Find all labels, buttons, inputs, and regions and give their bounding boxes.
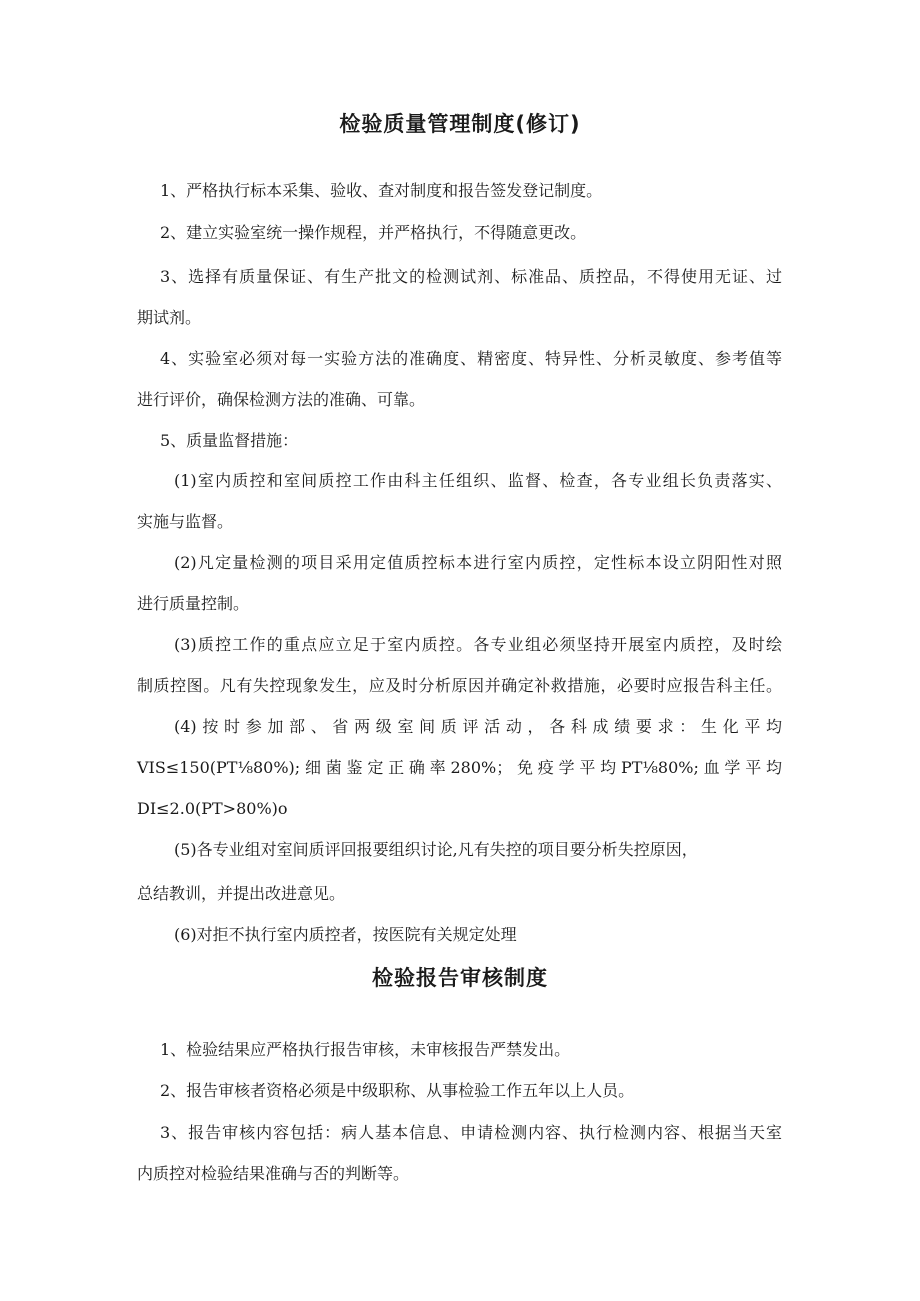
measure-5-line-1: (5)各专业组对室间质评回报要组织讨论,凡有失控的项目要分析失控原因， [174, 840, 698, 859]
review-clause-3-line-2: 内质控对检验结果准确与否的判断等。 [137, 1164, 410, 1183]
measure-2-line-1: (2)凡定量检测的项目采用定值质控标本进行室内质控，定性标本设立阴阳性对照 [174, 553, 782, 572]
measure-1-line-2: 实施与监督。 [137, 512, 234, 531]
review-clause-3-line-1: 3、报告审核内容包括：病人基本信息、申请检测内容、执行检测内容、根据当天室 [160, 1123, 782, 1142]
measure-2-line-2: 进行质量控制。 [137, 594, 250, 613]
measure-1-line-1: (1)室内质控和室间质控工作由科主任组织、监督、检查，各专业组长负责落实、 [174, 471, 782, 490]
measure-4-line-2: VIS≤150(PT⅛80%);细菌鉴定正确率280%；免疫学平均PT⅛80%;血学平均 [137, 758, 782, 777]
clause-5-heading: 5、质量监督措施： [160, 431, 299, 450]
measure-3-line-1: (3)质控工作的重点应立足于室内质控。各专业组必须坚持开展室内质控，及时绘 [174, 635, 782, 654]
measure-3-line-2: 制质控图。凡有失控现象发生，应及时分析原因并确定补救措施，必要时应报告科主任。 [137, 676, 782, 695]
title-report-review: 检验报告审核制度 [372, 966, 548, 990]
clause-3-line-2: 期试剂。 [137, 308, 202, 327]
measure-4-line-1: (4)按时参加部、省两级室间质评活动，各科成绩要求：生化平均 [174, 717, 782, 736]
measure-6: (6)对拒不执行室内质控者，按医院有关规定处理 [174, 925, 517, 944]
clause-2: 2、建立实验室统一操作规程，并严格执行，不得随意更改。 [160, 223, 587, 242]
clause-4-line-1: 4、实验室必须对每一实验方法的准确度、精密度、特异性、分析灵敏度、参考值等 [160, 349, 782, 368]
clause-3-line-1: 3、选择有质量保证、有生产批文的检测试剂、标准品、质控品，不得使用无证、过 [160, 267, 782, 286]
review-clause-1: 1、检验结果应严格执行报告审核，未审核报告严禁发出。 [160, 1040, 571, 1059]
measure-5-line-2: 总结教训，并提出改进意见。 [137, 884, 346, 903]
measure-4-line-3: DI≤2.0(PT>80%)o [137, 799, 288, 818]
title-quality-management: 检验质量管理制度(修订) [339, 112, 581, 136]
clause-1: 1、严格执行标本采集、验收、查对制度和报告签发登记制度。 [160, 181, 603, 200]
review-clause-2: 2、报告审核者资格必须是中级职称、从事检验工作五年以上人员。 [160, 1081, 635, 1100]
clause-4-line-2: 进行评价，确保检测方法的准确、可靠。 [137, 390, 426, 409]
